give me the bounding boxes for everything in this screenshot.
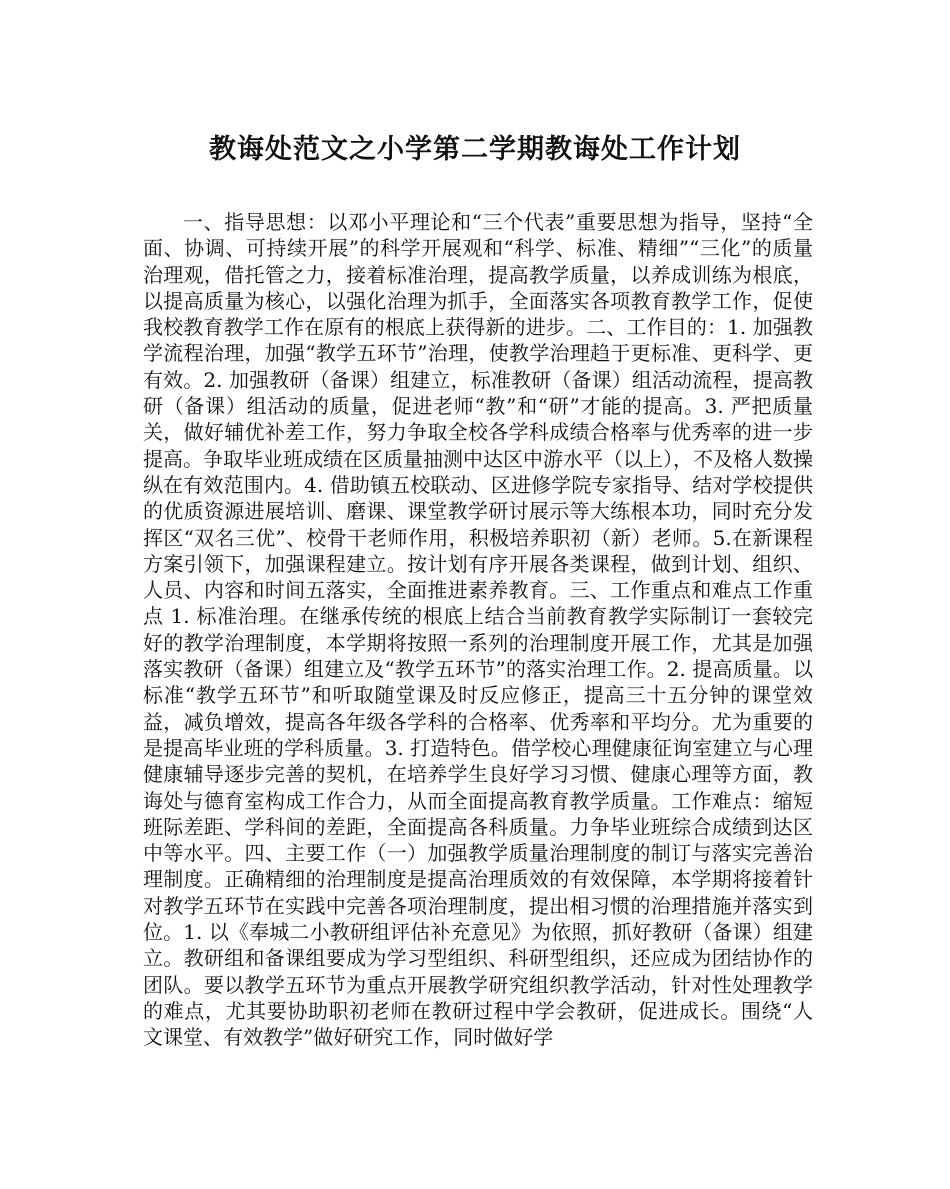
document-title: 教诲处范文之小学第二学期教诲处工作计划 [209,134,741,165]
document-body-paragraph: 一、指导思想：以邓小平理论和“三个代表”重要思想为指导，坚持“全面、协调、可持续开展”的科学开展观和“科学、标准、精细”“三化”的质量治理观，借托管之力，接着标准治理，提高教学质量，以养成训练为根底，以提高质量为核心，以强化治理为抓手，全面落实各项教育教学工作，促使我校教育教学工作在原有的根底上获得新的进步。二、工作目的：1. 加强教学流程治理，加强“教学五环节”治理，使教学治理趋于更标准、更科学、更有效。2. 加强教研（备课）组建立，标准教研（备课）组活动流程，提高教研（备课）组活动的质量，促进老师“教”和“研”才能的提高。3. 严把质量关，做好辅优补差工作，努力争取全校各学科成绩合格率与优秀率的进一步提高。争取毕业班成绩在区质量抽测中达区中游水平（以上），不及格人数操纵在有效范围内。4. 借助镇五校联动、区进修学院专家指导、结对学校提供的优质资源进展培训、磨课、课堂教学研讨展示等大练根本功，同时充分发挥区“双名三优”、校骨干老师作用，积极培养职初（新）老师。5.在新课程方案引领下，加强课程建立。按计划有序开展各类课程，做到计划、组织、人员、内容和时间五落实，全面推进素养教育。三、工作重点和难点工作重点 1. 标准治理。在继承传统的根底上结合当前教育教学实际制订一套较完好的教学治理制度，本学期将按照一系列的治理制度开展工作，尤其是加强落实教研（备课）组建立及“教学五环节”的落实治理工作。2. 提高质量。以标准“教学五环节”和听取随堂课及时反应修正，提高三十五分钟的课堂效益，减负增效，提高各年级各学科的合格率、优秀率和平均分。尤为重要的是提高毕业班的学科质量。3. 打造特色。借学校心理健康征询室建立与心理健康辅导逐步完善的契机，在培养学生良好学习习惯、健康心理等方面，教诲处与德育室构成工作合力，从而全面提高教育教学质量。工作难点：缩短班际差距、学科间的差距，全面提高各科质量。力争毕业班综合成绩到达区中等水平。四、主要工作（一）加强教学质量治理制度的制订与落实完善治理制度。正确精细的治理制度是提高治理质效的有效保障，本学期将接着针对教学五环节在实践中完善各项治理制度，提出相习惯的治理措施并落实到位。1. 以《奉城二小教研组评估补充意见》为依照，抓好教研（备课）组建立。教研组和备课组要成为学习型组织、科研型组织，还应成为团结协作的团队。要以教学五环节为重点开展教学研究组织教学活动，针对性处理教学的难点，尤其要协助职初老师在教研过程中学会教研，促进成长。围绕“人文课堂、有效教学”做好研究工作，同时做好学 [143,210,813,1050]
